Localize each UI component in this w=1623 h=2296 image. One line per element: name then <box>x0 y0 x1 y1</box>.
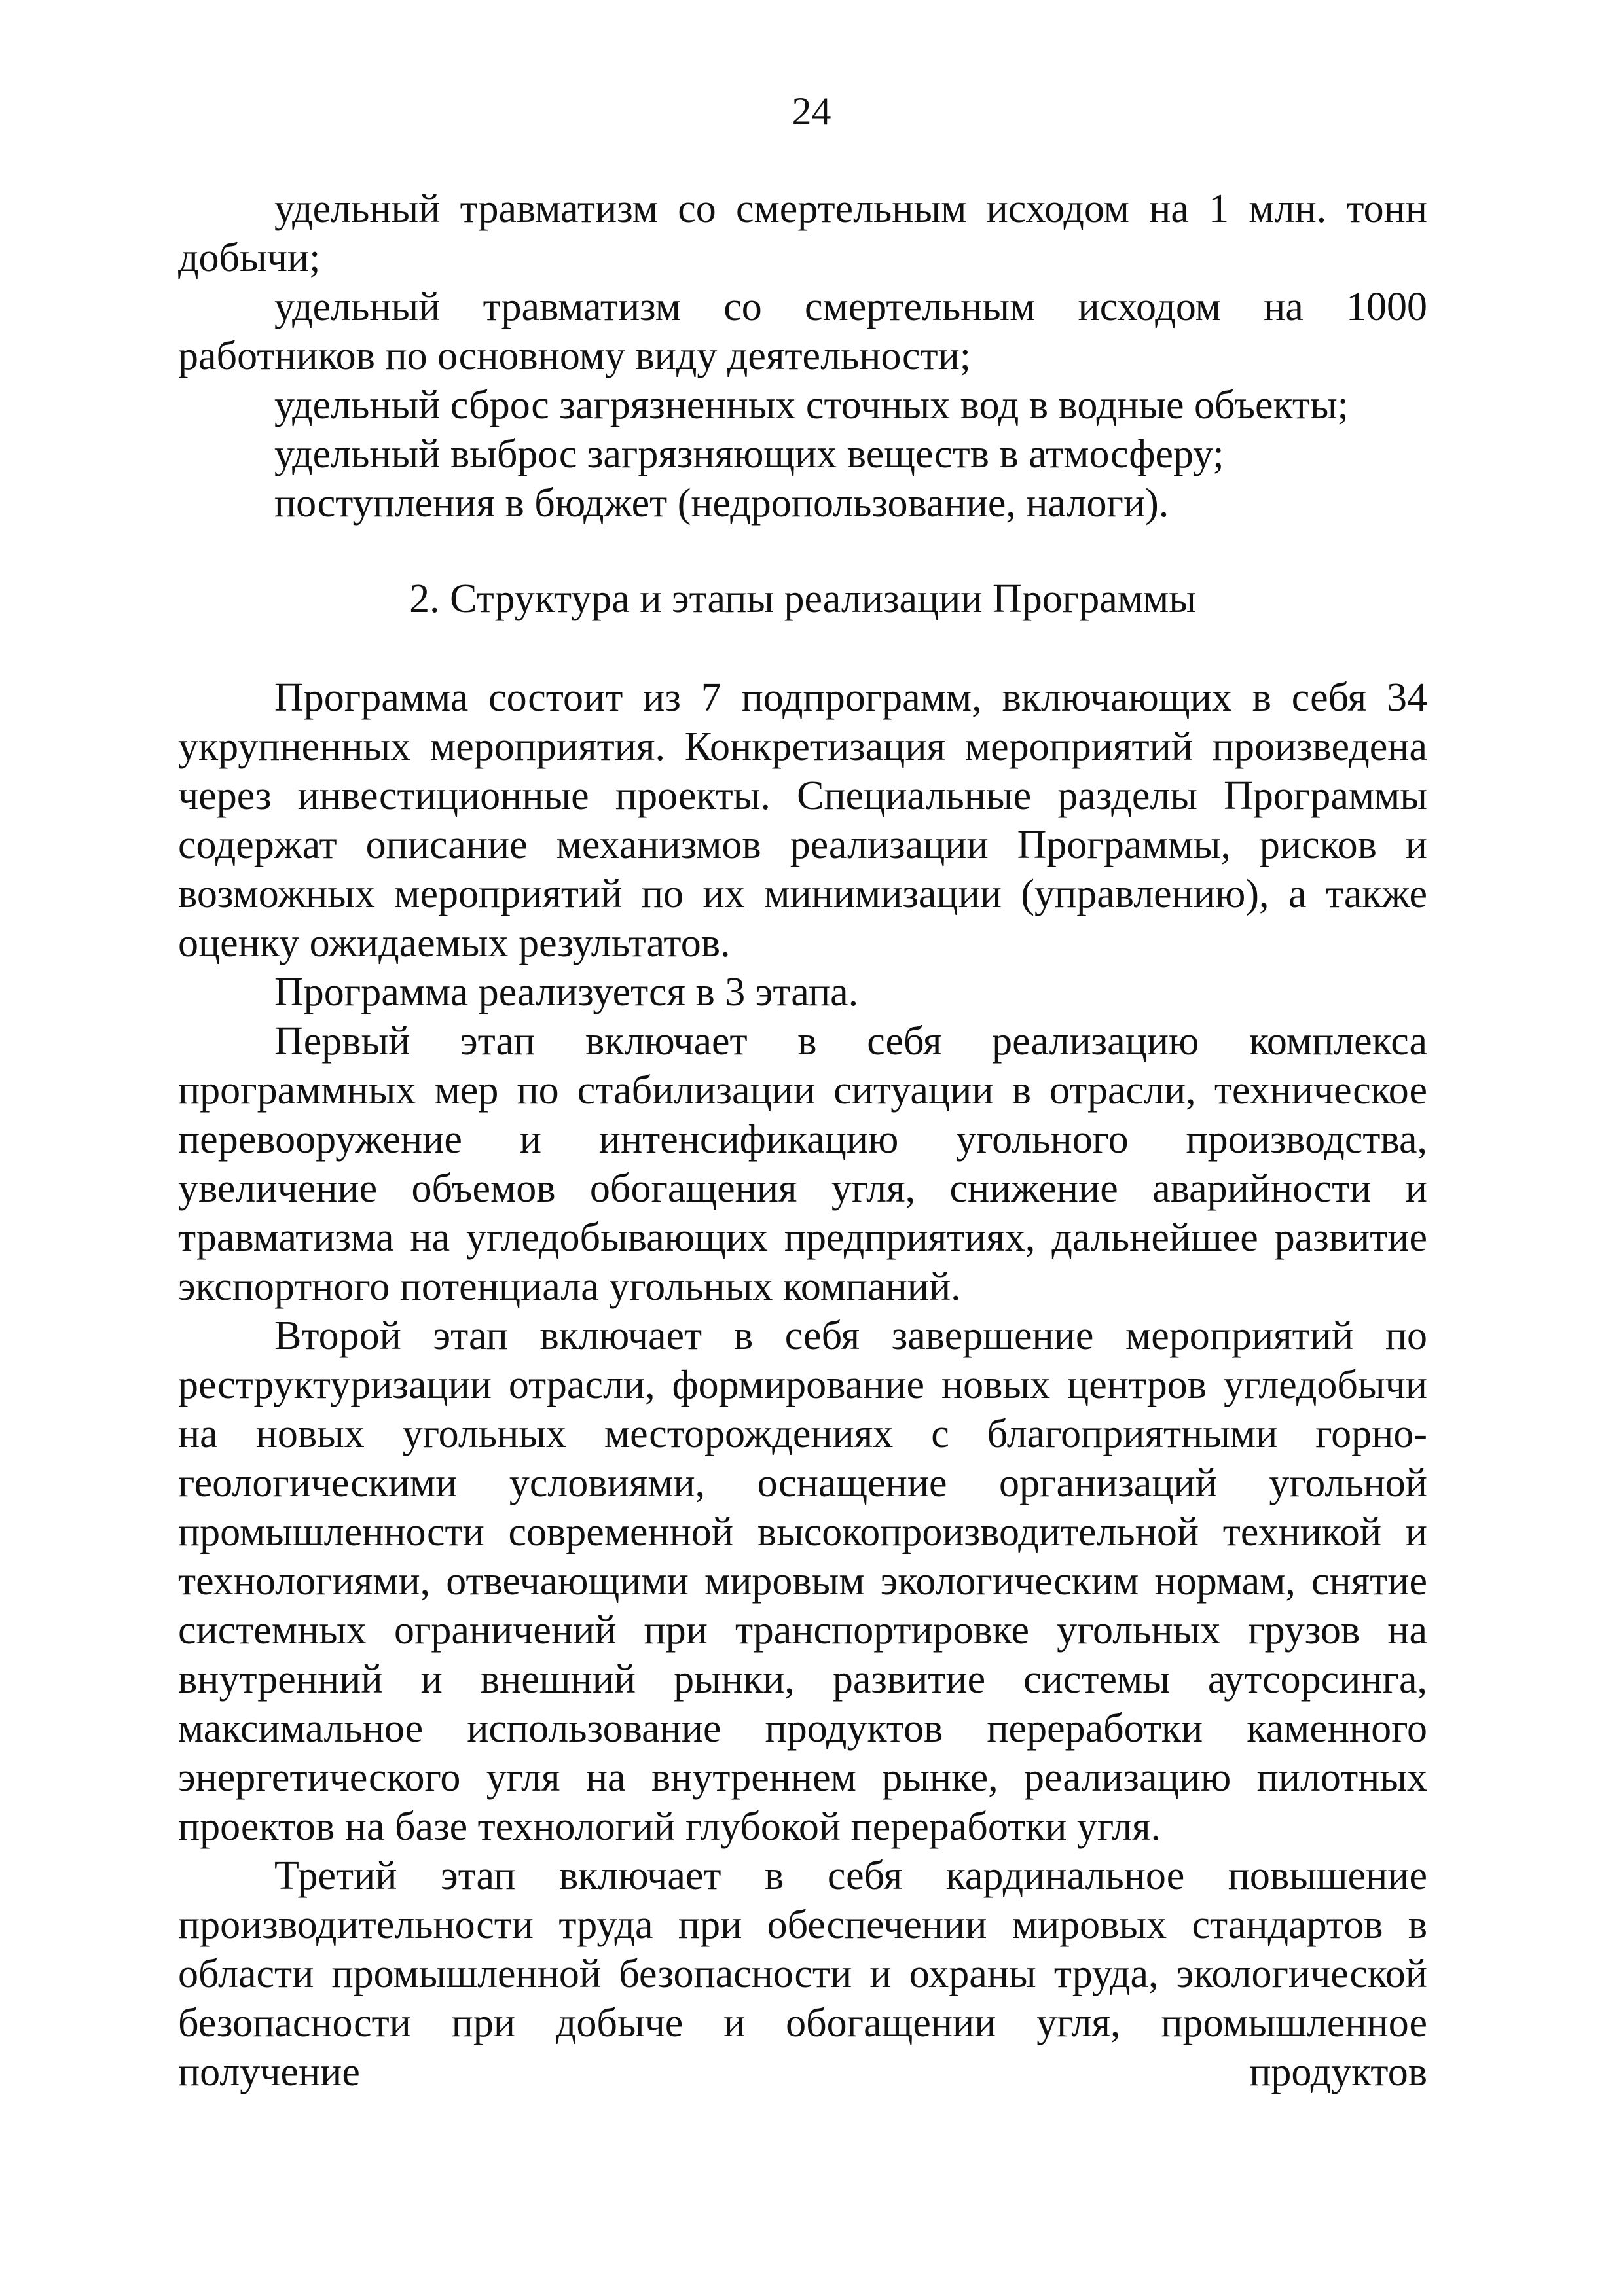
paragraph-stages-count: Программа реализуется в 3 этапа. <box>274 970 859 1014</box>
paragraph-stage-three: Третий этап включает в себя кардинальное повышение производительности труда при обеспечении мировых стандартов в области промышленной безопасности и охраны труда, экологической безопасности при добыче и обогащении угля, промышленное получение продуктов <box>178 1854 1427 2094</box>
list-item: удельный выброс загрязняющих веществ в атмосферу; <box>274 432 1224 476</box>
page-number: 24 <box>792 90 831 133</box>
list-item: поступления в бюджет (недропользование, налоги). <box>274 481 1169 526</box>
paragraph-stage-one: Первый этап включает в себя реализацию комплекса программных мер по стабилизации ситуации в отрасли, техническое перевооружение и интенсификацию угольного производства, увеличение объемов обогащения угля, снижение аварийности и травматизма на угледобывающих предприятиях, дальнейшее развитие экспортного потенциала угольных компаний. <box>178 1019 1427 1309</box>
section-heading: 2. Структура и этапы реализации Программы <box>409 577 1196 621</box>
list-item: удельный травматизм со смертельным исходом на 1000 работников по основному виду деятельности; <box>178 285 1427 378</box>
list-item: удельный сброс загрязненных сточных вод в водные объекты; <box>274 383 1349 427</box>
document-body <box>178 185 1427 2097</box>
paragraph-stage-two: Второй этап включает в себя завершение мероприятий по реструктуризации отрасли, формирование новых центров угледобычи на новых угольных месторождениях с благоприятными горно-геологическими условиями, оснащение организаций угольной промышленности современной высокопроизводительной техникой и технологиями, отвечающими мировым экологическим нормам, снятие системных ограничений при транспортировке угольных грузов на внутренний и внешний рынки, развитие системы аутсорсинга, максимальное использование продуктов переработки каменного энергетического угля на внутреннем рынке, реализацию пилотных проектов на базе технологий глубокой переработки угля. <box>178 1314 1427 1849</box>
paragraph-structure: Программа состоит из 7 подпрограмм, включающих в себя 34 укрупненных мероприятия. Конкретизация мероприятий произведена через инвестиционные проекты. Специальные разделы Программы содержат описание механизмов реализации Программы, рисков и возможных мероприятий по их минимизации (управлению), а также оценку ожидаемых результатов. <box>178 675 1427 965</box>
list-item: удельный травматизм со смертельным исходом на 1 млн. тонн добычи; <box>178 187 1427 280</box>
